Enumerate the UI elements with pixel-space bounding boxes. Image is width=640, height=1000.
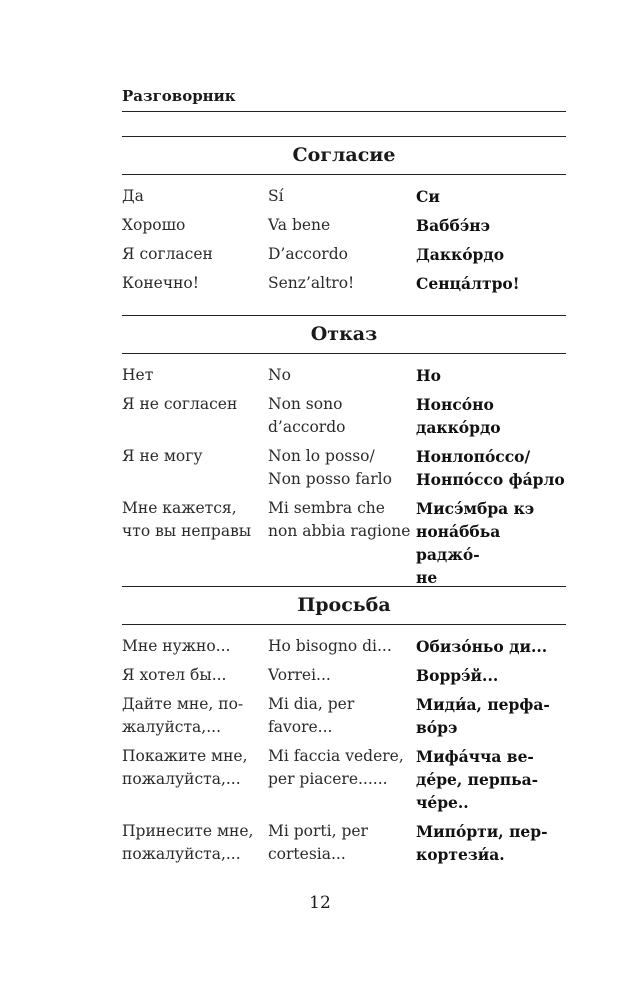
transcription: Мипо́рти, пер- кортези́а. [416, 822, 548, 864]
russian-phrase: Дайте мне, по- жалуйста,... [122, 695, 244, 736]
phrase-row [122, 272, 566, 295]
transcription: Обизо́ньо ди... [416, 637, 548, 656]
phrase-row [122, 693, 566, 739]
transcription: Сенца́лтро! [416, 274, 520, 293]
russian-phrase: Я хотел бы... [122, 666, 227, 684]
russian-phrase: Нет [122, 366, 154, 384]
russian-phrase: Я согласен [122, 245, 213, 263]
phrase-row [122, 445, 566, 491]
section-agreement [122, 136, 566, 295]
transcription: Воррэ́й... [416, 666, 499, 685]
transcription: Дакко́рдо [416, 245, 505, 264]
transcription: Ваббэ́нэ [416, 216, 491, 235]
section-refusal [122, 315, 566, 589]
phrase-row [122, 497, 566, 589]
russian-phrase: Я не могу [122, 447, 203, 465]
running-header: Разговорник [122, 87, 566, 112]
italian-phrase: No [268, 366, 291, 384]
section-title: Отказ [122, 315, 566, 354]
page-number: 12 [309, 893, 331, 913]
transcription: Нонлопо́ссо/ Нонпо́ссо фа́рло [416, 447, 565, 489]
italian-phrase: Vorrei... [268, 666, 331, 684]
phrase-row [122, 243, 566, 266]
italian-phrase: Mi porti, per cortesia... [268, 822, 368, 863]
section-title: Согласие [122, 136, 566, 175]
russian-phrase: Конечно! [122, 274, 199, 292]
russian-phrase: Я не согласен [122, 395, 238, 413]
italian-phrase: Ho bisogno di... [268, 637, 392, 655]
section-request [122, 586, 566, 866]
phrase-row [122, 745, 566, 814]
italian-phrase: Non lo posso/ Non posso farlo [268, 447, 392, 488]
phrase-row [122, 635, 566, 658]
phrase-row [122, 393, 566, 439]
section-title: Просьба [122, 586, 566, 625]
italian-phrase: Va bene [268, 216, 331, 234]
russian-phrase: Да [122, 187, 144, 205]
italian-phrase: Mi dia, per favore... [268, 695, 355, 736]
phrase-row [122, 664, 566, 687]
phrase-row [122, 214, 566, 237]
phrase-row [122, 364, 566, 387]
transcription: Миди́а, перфа- во́рэ [416, 695, 550, 737]
italian-phrase: Mi faccia vedere, per piacere...... [268, 747, 404, 788]
russian-phrase: Мне кажется, что вы неправы [122, 499, 252, 540]
italian-phrase: Sí [268, 187, 284, 205]
italian-phrase: Mi sembra che non abbia ragione [268, 499, 411, 540]
transcription: Си [416, 187, 440, 206]
transcription: Нонсо́но дакко́рдо [416, 395, 501, 437]
italian-phrase: Non sono d’accordo [268, 395, 346, 436]
russian-phrase: Принесите мне, пожалуйста,... [122, 822, 254, 863]
phrase-row [122, 185, 566, 208]
italian-phrase: Senz’altro! [268, 274, 355, 292]
italian-phrase: D’accordo [268, 245, 348, 263]
transcription: Но [416, 366, 441, 385]
russian-phrase: Мне нужно... [122, 637, 231, 655]
russian-phrase: Покажите мне, пожалуйста,... [122, 747, 248, 788]
transcription: Мисэ́мбра кэ нона́ббьа раджо́- не [416, 499, 535, 587]
transcription: Мифа́чча ве- де́ре, перпьа- че́ре.. [416, 747, 539, 812]
russian-phrase: Хорошо [122, 216, 186, 234]
phrase-row [122, 820, 566, 866]
